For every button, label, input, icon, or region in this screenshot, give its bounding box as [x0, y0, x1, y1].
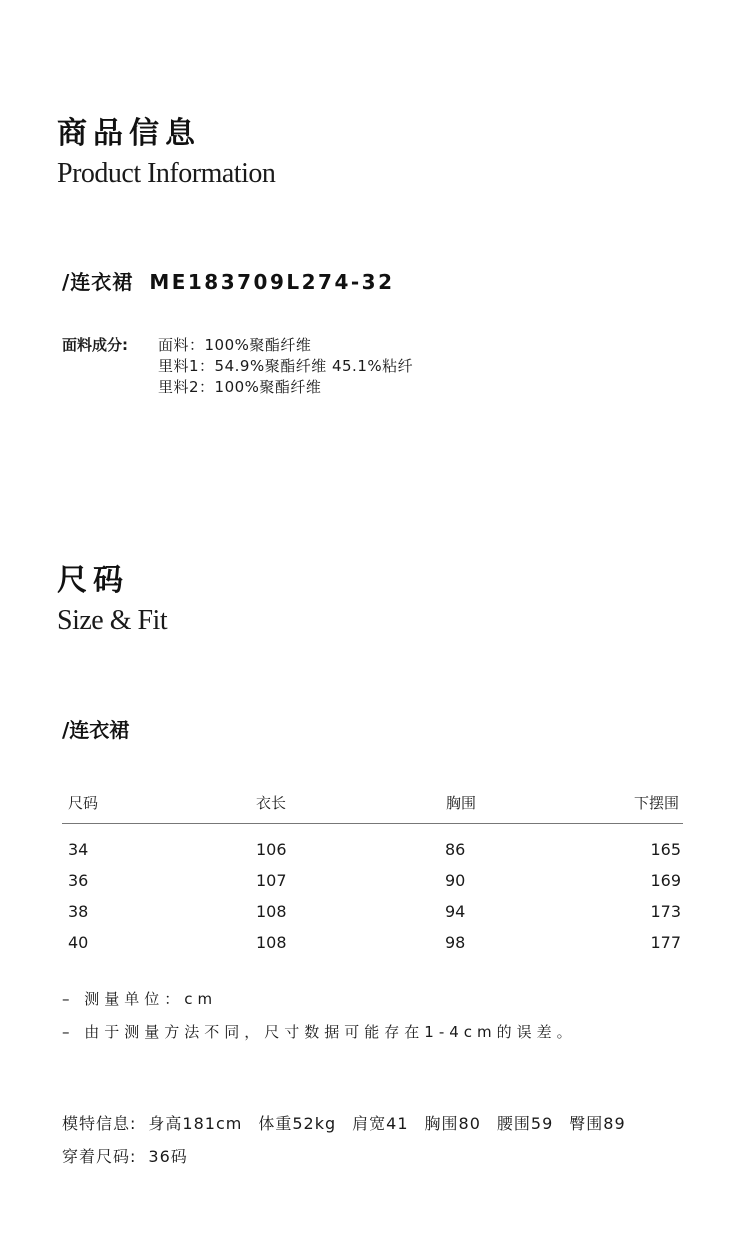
cell-bust: 90	[445, 871, 466, 890]
product-info-heading-cn: 商品信息	[57, 116, 201, 151]
cell-size: 36	[68, 871, 89, 890]
cell-hem: 165	[650, 840, 681, 859]
table-row	[62, 834, 683, 865]
size-table-header	[62, 782, 683, 824]
table-row	[62, 896, 683, 927]
fabric-composition	[158, 335, 413, 398]
header-hem: 下摆围	[633, 794, 679, 812]
cell-size: 40	[68, 933, 89, 952]
table-row	[62, 927, 683, 958]
size-table	[62, 782, 683, 958]
cell-size: 38	[68, 902, 89, 921]
cell-length: 107	[256, 871, 287, 890]
cell-bust: 86	[445, 840, 466, 859]
header-length: 衣长	[256, 794, 287, 812]
cell-length: 108	[256, 902, 287, 921]
size-heading-en: Size & Fit	[57, 605, 168, 636]
model-size-value: 36码	[148, 1147, 188, 1166]
model-shoulder: 肩宽41	[352, 1114, 409, 1133]
cell-length: 106	[256, 840, 287, 859]
model-info-label: 模特信息:	[62, 1114, 137, 1133]
measure-unit-note: – 测量单位：cm	[62, 990, 218, 1008]
cell-size: 34	[68, 840, 89, 859]
header-size: 尺码	[68, 794, 99, 812]
product-code: ME183709L274-32	[149, 270, 395, 294]
cell-length: 108	[256, 933, 287, 952]
cell-hem: 169	[650, 871, 681, 890]
measure-error-note: – 由于测量方法不同，尺寸数据可能存在1-4cm的误差。	[62, 1023, 577, 1041]
fabric-label: 面料成分:	[62, 336, 128, 354]
size-heading-cn: 尺码	[57, 563, 129, 598]
header-bust: 胸围	[446, 794, 477, 812]
model-size-label: 穿着尺码:	[62, 1147, 137, 1166]
model-hip: 臀围89	[569, 1114, 626, 1133]
cell-hem: 173	[650, 902, 681, 921]
fabric-line: 里料2：100%聚酯纤维	[158, 378, 322, 396]
product-title-line	[62, 269, 395, 295]
fabric-line: 面料：100%聚酯纤维	[158, 336, 312, 354]
model-waist: 腰围59	[496, 1114, 554, 1133]
cell-bust: 98	[445, 933, 466, 952]
model-info-line	[62, 1113, 626, 1135]
product-type: /连衣裙	[62, 270, 134, 294]
model-bust: 胸围80	[424, 1114, 481, 1133]
cell-bust: 94	[445, 902, 466, 921]
model-size-line	[62, 1146, 188, 1168]
cell-hem: 177	[650, 933, 681, 952]
model-height: 身高181cm	[148, 1114, 243, 1133]
model-weight: 体重52kg	[258, 1114, 337, 1133]
product-info-heading-en: Product Information	[57, 158, 276, 189]
fabric-line: 里料1：54.9%聚酯纤维 45.1%粘纤	[158, 357, 414, 375]
size-item-type: /连衣裙	[62, 718, 130, 742]
table-row	[62, 865, 683, 896]
